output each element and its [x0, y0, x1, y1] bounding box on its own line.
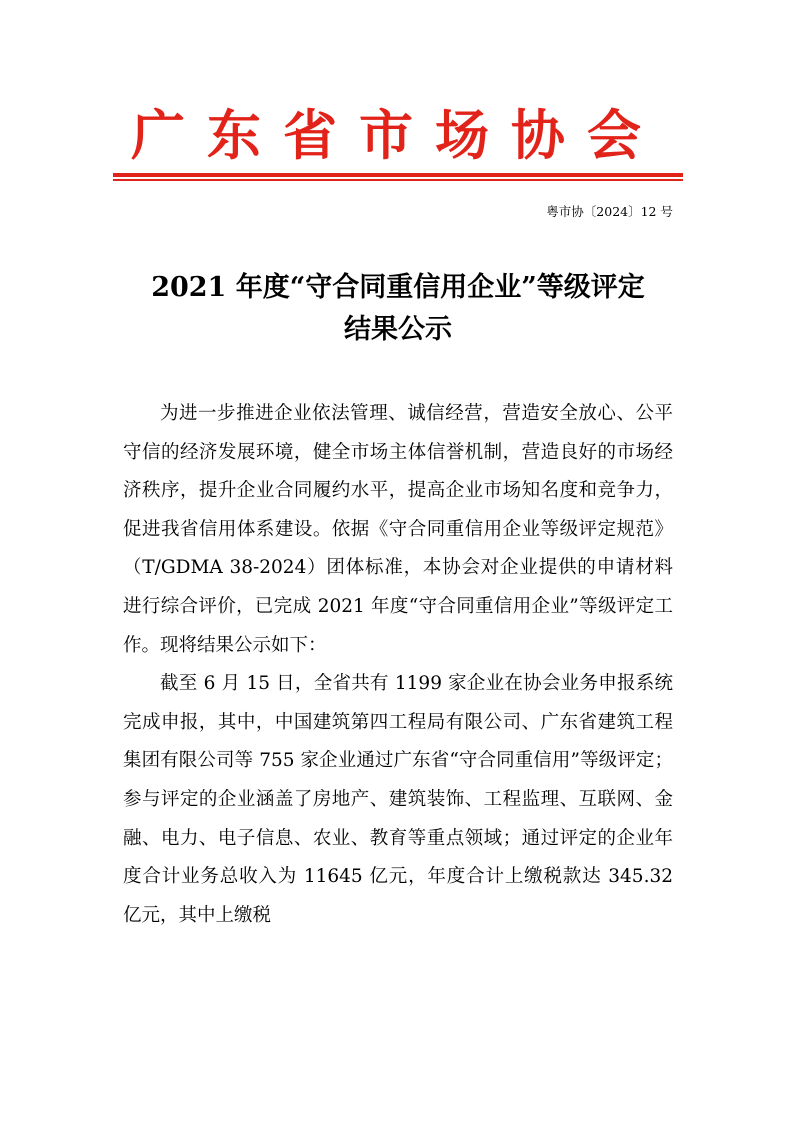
document-title — [113, 267, 683, 351]
document-number: 粤市协〔2024〕12 号 — [546, 204, 673, 219]
paragraph-2: 截至 6 月 15 日，全省共有 1199 家企业在协会业务申报系统完成申报，其中，中国建筑第四工程局有限公司、广东省建筑工程集团有限公司等 755 家企业通过广东省“守合同重信用”等级评定；参与评定的企业涵盖了房地产、建筑装饰、工程监理、互联网、金融、电力、电子信息、农业、教育等重点领域；通过评定的企业年度合计业务总收入为 11645 亿元，年度合计上缴税款达 345.32 亿元，其中上缴税 — [123, 673, 673, 926]
organization-header: 广东省市场协会 — [131, 103, 663, 167]
document-body — [123, 395, 673, 935]
header-rule-thick — [113, 173, 683, 177]
header-rule-thin — [113, 179, 683, 181]
paragraph-1: 为进一步推进企业依法管理、诚信经营，营造安全放心、公平守信的经济发展环境，健全市场主体信誉机制，营造良好的市场经济秩序，提升企业合同履约水平，提高企业市场知名度和竞争力，促进我省信用体系建设。依据《守合同重信用企业等级评定规范》（T/GDMA 38-2024）团体标准，本协会对企业提供的申请材料进行综合评价，已完成 2021 年度“守合同重信用企业”等级评定工作。现将结果公示如下： — [123, 403, 673, 656]
title-line-1: 2021 年度“守合同重信用企业”等级评定 — [151, 272, 645, 303]
title-line-2: 结果公示 — [344, 314, 452, 345]
